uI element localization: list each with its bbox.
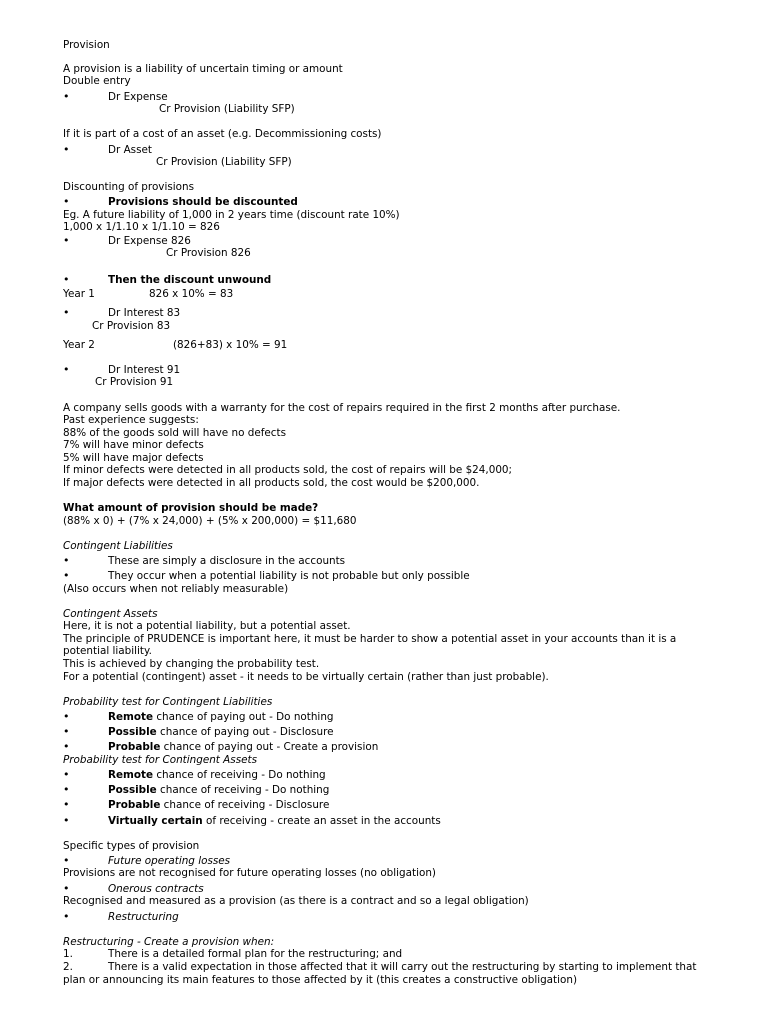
ca-line: Here, it is not a potential liability, but a potential asset.	[63, 620, 351, 632]
year1-label: Year 1	[63, 288, 95, 300]
entry-cr-provision: Cr Provision 83	[92, 320, 171, 332]
prob-cl-item	[108, 726, 334, 738]
bullet-icon: •	[63, 783, 70, 796]
prob-cl-item	[108, 711, 334, 723]
page-title: Provision	[63, 39, 110, 51]
prob-term: Probable	[108, 799, 161, 811]
bullet-icon: •	[63, 768, 70, 781]
prob-ca-item	[108, 799, 329, 811]
prob-desc: chance of receiving - Do nothing	[156, 784, 330, 796]
bullet-icon: •	[63, 569, 70, 582]
bullet-icon: •	[63, 90, 70, 103]
cl-bullet-text: They occur when a potential liability is not probable but only possible	[108, 570, 470, 582]
asset-cost-text: If it is part of a cost of an asset (e.g. Decommissioning costs)	[63, 128, 382, 140]
warranty-line: 7% will have minor defects	[63, 439, 204, 451]
entry-dr-expense: Dr Expense 826	[108, 235, 191, 247]
bullet-icon: •	[63, 195, 70, 208]
bullet-icon: •	[63, 910, 70, 923]
example-line: Eg. A future liability of 1,000 in 2 years time (discount rate 10%)	[63, 209, 400, 221]
onerous-label: Onerous contracts	[108, 883, 204, 895]
entry-dr-asset: Dr Asset	[108, 144, 152, 156]
prob-term: Virtually certain	[108, 815, 203, 827]
bullet-icon: •	[63, 710, 70, 723]
discounted-bold: Provisions should be discounted	[108, 196, 298, 208]
cl-bullet-text: These are simply a disclosure in the accounts	[108, 555, 346, 567]
future-losses-label: Future operating losses	[108, 855, 231, 867]
ca-line: The principle of PRUDENCE is important here, it must be harder to show a potential asset in your accounts than it is a	[63, 633, 677, 645]
future-losses-text: Provisions are not recognised for future operating losses (no obligation)	[63, 867, 436, 879]
warranty-line: If major defects were detected in all products sold, the cost would be $200,000.	[63, 477, 480, 489]
bullet-icon: •	[63, 234, 70, 247]
unwound-bold: Then the discount unwound	[108, 274, 272, 286]
year1-calc: 826 x 10% = 83	[149, 288, 234, 300]
discounting-heading: Discounting of provisions	[63, 181, 194, 193]
prob-cl-heading: Probability test for Contingent Liabilities	[63, 696, 273, 708]
prob-ca-item	[108, 769, 326, 781]
entry-cr-provision: Cr Provision (Liability SFP)	[159, 103, 295, 115]
entry-dr-interest: Dr Interest 83	[108, 307, 181, 319]
bullet-icon: •	[63, 882, 70, 895]
prob-ca-heading: Probability test for Contingent Assets	[63, 754, 257, 766]
prob-term: Possible	[108, 726, 157, 738]
onerous-text: Recognised and measured as a provision (as there is a contract and so a legal obligation)	[63, 895, 529, 907]
year2-label: Year 2	[63, 339, 95, 351]
bullet-icon: •	[63, 306, 70, 319]
prob-desc: chance of receiving - Do nothing	[153, 769, 326, 781]
bullet-icon: •	[63, 740, 70, 753]
warranty-line: A company sells goods with a warranty for the cost of repairs required in the first 2 months after purchase.	[63, 402, 621, 414]
entry-cr-provision: Cr Provision (Liability SFP)	[156, 156, 292, 168]
prob-ca-item	[108, 815, 441, 827]
double-entry-label: Double entry	[63, 75, 131, 87]
prob-desc: chance of paying out - Do nothing	[153, 711, 334, 723]
prob-term: Possible	[108, 784, 157, 796]
restructuring-label: Restructuring	[108, 911, 179, 923]
restr-number: 1.	[63, 948, 73, 960]
prob-desc: chance of paying out - Disclosure	[156, 726, 334, 738]
bullet-icon: •	[63, 273, 70, 286]
specific-heading: Specific types of provision	[63, 840, 200, 852]
prob-desc: of receiving - create an asset in the accounts	[202, 815, 441, 827]
restr-item: There is a valid expectation in those affected that it will carry out the restructuring by starting to implement that	[108, 961, 697, 973]
contingent-assets-heading: Contingent Assets	[63, 608, 158, 620]
prob-desc: chance of receiving - Disclosure	[160, 799, 330, 811]
answer-line: (88% x 0) + (7% x 24,000) + (5% x 200,000) = $11,680	[63, 515, 357, 527]
prob-term: Remote	[108, 769, 154, 781]
warranty-line: 5% will have major defects	[63, 452, 204, 464]
restr-item: There is a detailed formal plan for the restructuring; and	[108, 948, 403, 960]
prob-desc: chance of paying out - Create a provision	[160, 741, 379, 753]
restr-item-cont: plan or announcing its main features to those affected by it (this creates a constructive obligation)	[63, 974, 578, 986]
bullet-icon: •	[63, 814, 70, 827]
ca-line: For a potential (contingent) asset - it needs to be virtually certain (rather than just probable).	[63, 671, 549, 683]
bullet-icon: •	[63, 554, 70, 567]
definition-text: A provision is a liability of uncertain timing or amount	[63, 63, 343, 75]
prob-cl-item	[108, 741, 378, 753]
cl-note: (Also occurs when not reliably measurable)	[63, 583, 289, 595]
bullet-icon: •	[63, 363, 70, 376]
calc-line: 1,000 x 1/1.10 x 1/1.10 = 826	[63, 221, 220, 233]
restructuring-heading: Restructuring - Create a provision when:	[63, 936, 275, 948]
bullet-icon: •	[63, 798, 70, 811]
warranty-line: Past experience suggests:	[63, 414, 199, 426]
prob-term: Probable	[108, 741, 161, 753]
bullet-icon: •	[63, 143, 70, 156]
warranty-line: If minor defects were detected in all products sold, the cost of repairs will be $24,000;	[63, 464, 513, 476]
contingent-liabilities-heading: Contingent Liabilities	[63, 540, 173, 552]
year2-calc: (826+83) x 10% = 91	[173, 339, 288, 351]
question-bold: What amount of provision should be made?	[63, 502, 319, 514]
entry-cr-provision: Cr Provision 826	[166, 247, 251, 259]
entry-dr-interest: Dr Interest 91	[108, 364, 181, 376]
ca-line: This is achieved by changing the probability test.	[63, 658, 320, 670]
ca-line: potential liability.	[63, 645, 152, 657]
prob-term: Remote	[108, 711, 154, 723]
bullet-icon: •	[63, 854, 70, 867]
warranty-line: 88% of the goods sold will have no defects	[63, 427, 286, 439]
restr-number: 2.	[63, 961, 73, 973]
prob-ca-item	[108, 784, 329, 796]
entry-cr-provision: Cr Provision 91	[95, 376, 174, 388]
bullet-icon: •	[63, 725, 70, 738]
entry-dr-expense: Dr Expense	[108, 91, 168, 103]
